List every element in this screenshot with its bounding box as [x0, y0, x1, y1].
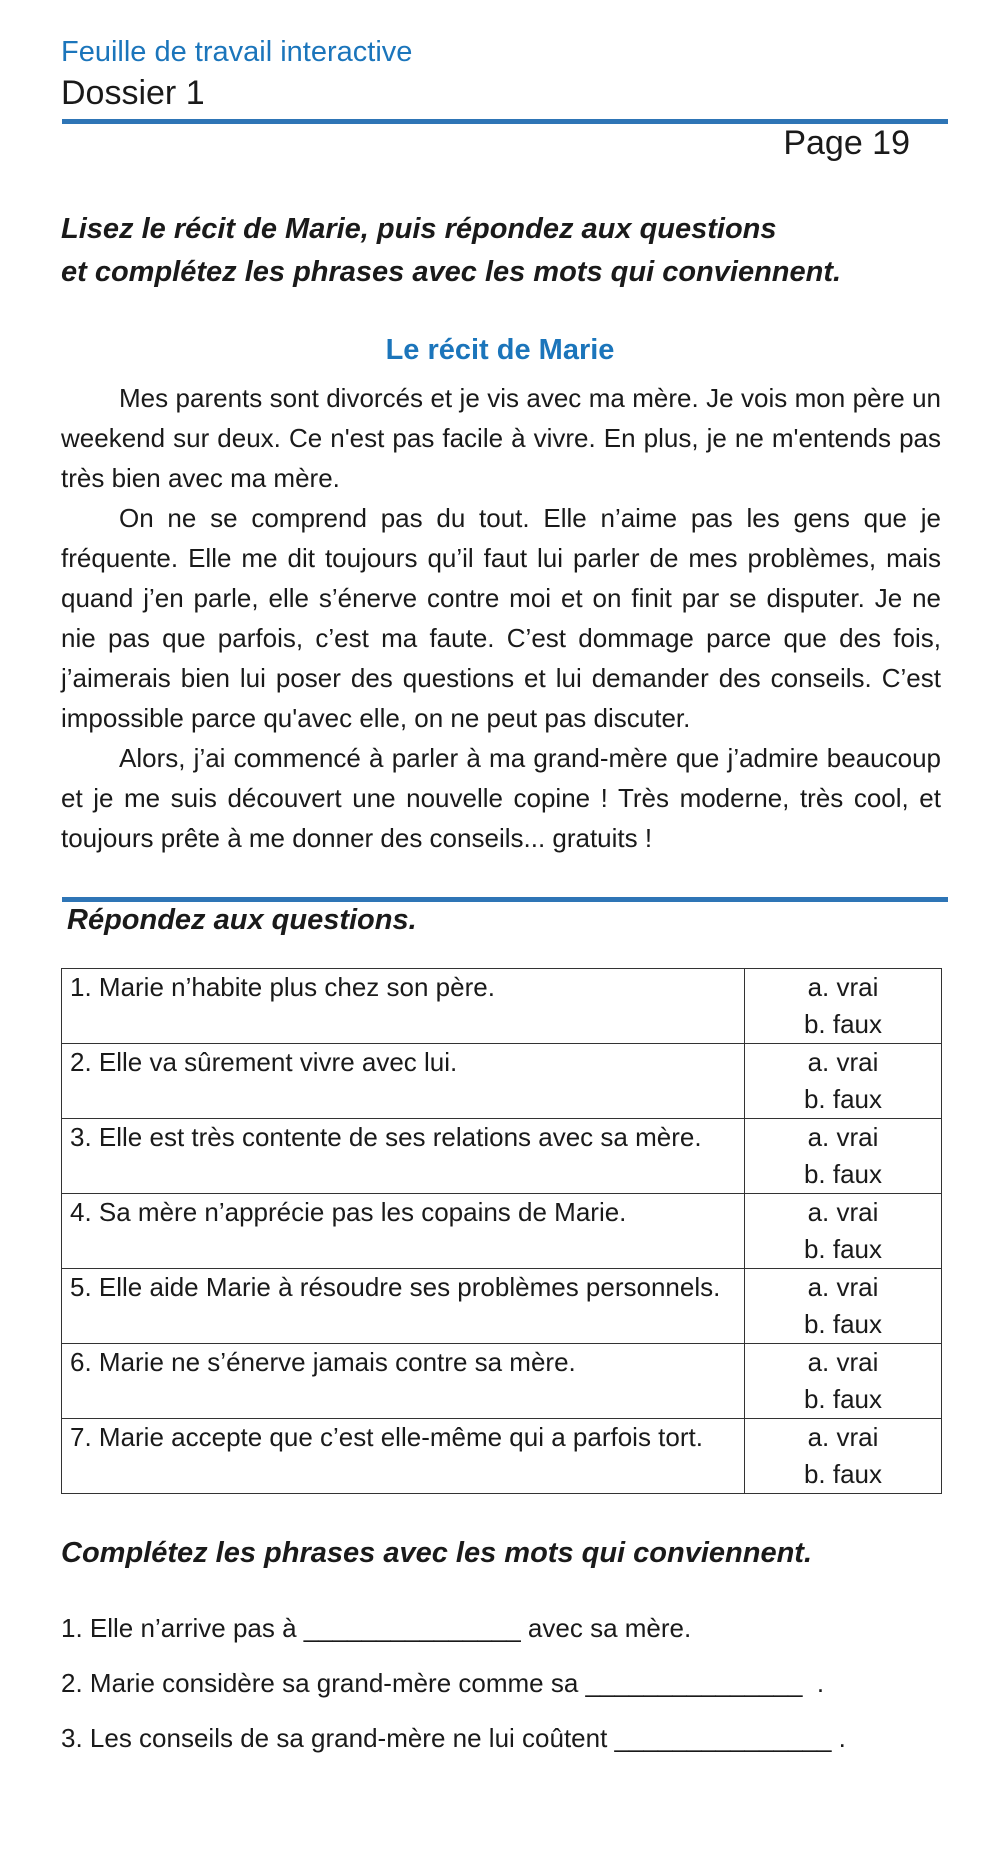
instructions-line: Lisez le récit de Marie, puis répondez aux questions — [61, 213, 777, 245]
section-divider — [62, 897, 948, 902]
blank-field[interactable]: _______________ — [303, 1613, 521, 1643]
question-row — [62, 969, 942, 1044]
story-paragraph: Alors, j’ai commencé à parler à ma grand-mère que j’admire beaucoup et je me suis découvert une nouvelle copine ! Très moderne, très cool, et toujours prête à me donner des conseils... gratuits ! — [61, 743, 941, 853]
option-vrai[interactable]: a. vrai — [807, 1122, 879, 1152]
answer-options — [745, 1419, 942, 1494]
answer-options — [745, 1269, 942, 1344]
story-paragraph: On ne se comprend pas du tout. Elle n’aime pas les gens que je fréquente. Elle me dit toujours qu’il faut lui parler de mes problèmes, mais quand j’en parle, elle s’énerve contre moi et on finit par se disputer. Je ne nie pas que parfois, c’est ma faute. C’est dommage parce que des fois, j’aimerais bien lui poser des questions et lui demander des conseils. C’est impossible parce qu'avec elle, on ne peut pas discuter. — [61, 503, 941, 733]
question-text: 6. Marie ne s’énerve jamais contre sa mère. — [62, 1344, 745, 1419]
question-text: 1. Marie n’habite plus chez son père. — [62, 969, 745, 1044]
answer-options — [745, 1044, 942, 1119]
question-text: 2. Elle va sûrement vivre avec lui. — [62, 1044, 745, 1119]
option-vrai[interactable]: a. vrai — [807, 1347, 879, 1377]
question-text: 3. Elle est très contente de ses relations avec sa mère. — [62, 1119, 745, 1194]
worksheet-subtitle: Feuille de travail interactive — [61, 36, 413, 68]
story-text — [61, 378, 941, 858]
completion-sentence — [61, 1613, 691, 1644]
story-paragraph: Mes parents sont divorcés et je vis avec ma mère. Je vois mon père un weekend sur deux. Ce n'est pas facile à vivre. En plus, je ne m'entends pas très bien avec ma mère. — [61, 383, 941, 493]
blank-field[interactable]: _______________ — [585, 1668, 803, 1698]
option-vrai[interactable]: a. vrai — [807, 1197, 879, 1227]
answer-options — [745, 1194, 942, 1269]
sentence-end: . — [802, 1668, 825, 1698]
sentence-start: 1. Elle n’arrive pas à — [61, 1613, 304, 1643]
sentence-start: 2. Marie considère sa grand-mère comme sa — [61, 1668, 586, 1698]
option-vrai[interactable]: a. vrai — [807, 1422, 879, 1452]
option-vrai[interactable]: a. vrai — [807, 1047, 879, 1077]
option-faux[interactable]: b. faux — [803, 1234, 883, 1264]
completion-title: Complétez les phrases avec les mots qui conviennent. — [61, 1537, 813, 1569]
question-text: 7. Marie accepte que c’est elle-même qui a parfois tort. — [62, 1419, 745, 1494]
instructions-line: et complétez les phrases avec les mots qui conviennent. — [61, 256, 842, 288]
option-vrai[interactable]: a. vrai — [807, 972, 879, 1002]
blank-field[interactable]: _______________ — [614, 1723, 832, 1753]
story-title: Le récit de Marie — [385, 334, 615, 366]
answer-options — [745, 1344, 942, 1419]
question-row — [62, 1269, 942, 1344]
option-faux[interactable]: b. faux — [803, 1084, 883, 1114]
question-text: 5. Elle aide Marie à résoudre ses problèmes personnels. — [62, 1269, 745, 1344]
answer-options — [745, 969, 942, 1044]
sentence-start: 3. Les conseils de sa grand-mère ne lui coûtent — [61, 1723, 615, 1753]
option-faux[interactable]: b. faux — [803, 1459, 883, 1489]
option-faux[interactable]: b. faux — [803, 1159, 883, 1189]
questions-table — [61, 968, 942, 1494]
questions-title: Répondez aux questions. — [67, 904, 417, 936]
sentence-end: avec sa mère. — [520, 1613, 692, 1643]
completion-sentence — [61, 1668, 824, 1699]
question-text: 4. Sa mère n’apprécie pas les copains de Marie. — [62, 1194, 745, 1269]
option-faux[interactable]: b. faux — [803, 1309, 883, 1339]
question-row — [62, 1119, 942, 1194]
option-faux[interactable]: b. faux — [803, 1384, 883, 1414]
sentence-end: . — [831, 1723, 846, 1753]
dossier-title: Dossier 1 — [61, 74, 205, 112]
option-faux[interactable]: b. faux — [803, 1009, 883, 1039]
question-row — [62, 1344, 942, 1419]
question-row — [62, 1419, 942, 1494]
question-row — [62, 1194, 942, 1269]
instructions — [61, 208, 941, 294]
question-row — [62, 1044, 942, 1119]
page-number: Page 19 — [783, 124, 910, 162]
option-vrai[interactable]: a. vrai — [807, 1272, 879, 1302]
answer-options — [745, 1119, 942, 1194]
completion-sentence — [61, 1723, 846, 1754]
